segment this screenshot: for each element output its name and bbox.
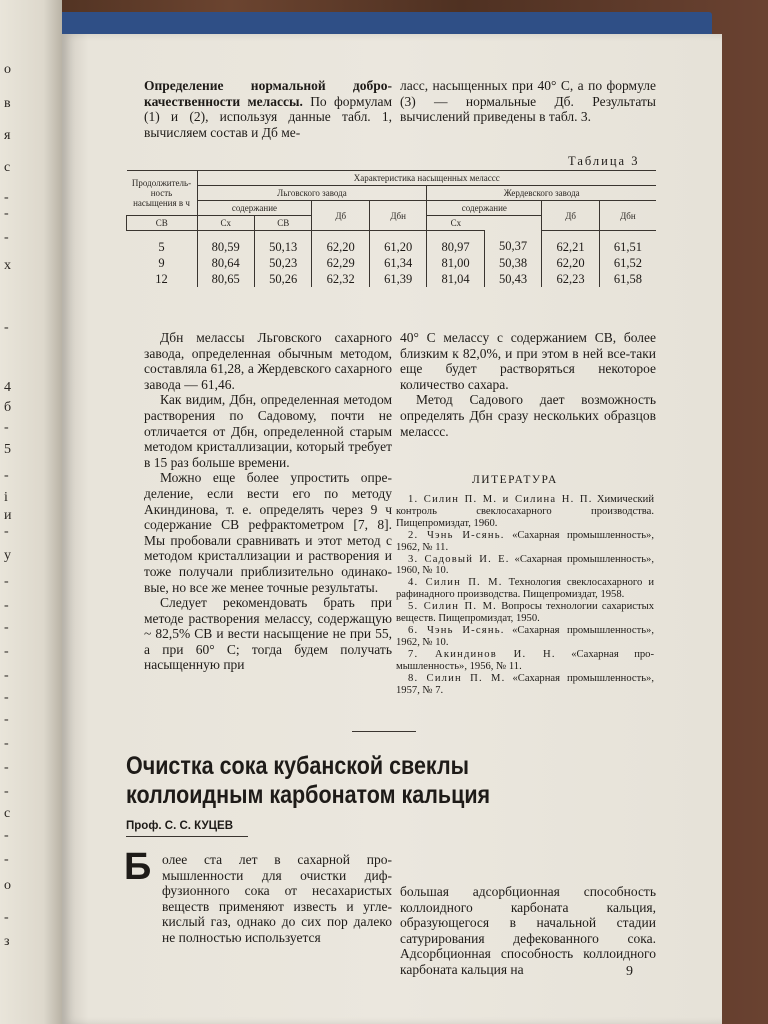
reference-source: «Сахарная промышленность», 1960, № 10. [396, 553, 654, 577]
table-row [127, 271, 657, 287]
table-row [127, 255, 657, 271]
article-title-line: коллоидным карбонатом кальция [126, 781, 491, 809]
column-header-characteristic: Характеристика насыщенных мелассс [197, 171, 656, 186]
table-cell: 50,26 [254, 271, 311, 287]
table-cell: 62,20 [312, 231, 369, 256]
paragraph: Как видим, Дбн, определенная методом растворения по Садовому, почти не отличается от Дбн, определенной старым методом кристаллизации, который требует в 15 раз больше времени. [144, 392, 392, 470]
reference-source: «Сахарная промышленность», 1957, № 7. [396, 672, 654, 696]
table-cell: 61,20 [369, 231, 426, 256]
left-page-fragment: - [4, 206, 9, 221]
reference-author: 4. Силин П. М. [408, 577, 503, 589]
reference-item [396, 554, 654, 578]
reference-source: Технология свеклосахарного и рафинадного производства. Пищепромиздат, 1958. [396, 577, 654, 601]
left-page-fragment: о [4, 878, 11, 893]
table-cell: 80,59 [197, 231, 254, 256]
table-cell: 61,51 [599, 231, 656, 256]
paragraph-text: По формулам (1) и (2), используя данные табл. 1, вычисляем состав и Дб ме- [144, 93, 392, 140]
left-page-fragment: - [4, 230, 9, 245]
reference-item [396, 577, 654, 601]
reference-author: 2. Чэнь И-сянь. [408, 529, 505, 541]
left-page-fragment: і [4, 490, 8, 505]
left-page-fragment: с [4, 806, 11, 821]
article-title-line: Очистка сока кубанской свеклы [126, 752, 469, 780]
column-header-zherdevka: Жердевского завода [427, 186, 656, 201]
article-title [126, 752, 608, 810]
table-cell: 80,64 [197, 255, 254, 271]
reference-list [396, 494, 654, 696]
column-header-sv: СВ [254, 216, 311, 231]
column-header-db: Дб [312, 201, 369, 231]
left-page-fragment: я [4, 128, 11, 143]
table-cell: 61,34 [369, 255, 426, 271]
author-underline [126, 836, 248, 837]
table-cell: 50,13 [254, 231, 311, 256]
left-page-fragment: - [4, 690, 9, 705]
paragraph: Дбн мелассы Льговского сахарного завода, определенная обычным методом, составляла 61,28, а Жердевского сахарного завода — 61,46. [144, 330, 392, 392]
table-cell: 50,43 [484, 271, 541, 287]
left-page-fragment: у [4, 548, 11, 563]
drop-cap: Б [124, 846, 152, 888]
reference-item [396, 494, 654, 530]
table-cell: 50,23 [254, 255, 311, 271]
upper-left-paragraph [144, 78, 392, 140]
reference-item [396, 625, 654, 649]
reference-author: 8. Силин П. М. [408, 672, 506, 684]
table-cell: 50,37 [484, 231, 541, 256]
table-cell: 61,58 [599, 271, 656, 287]
table-cell: 50,38 [484, 255, 541, 271]
right-page [62, 34, 722, 1024]
article-right-column [400, 884, 656, 978]
mid-left-column [144, 330, 392, 673]
table-cell: 61,52 [599, 255, 656, 271]
column-header-lgov: Льговского завода [197, 186, 427, 201]
left-page-fragment: - [4, 620, 9, 635]
reference-item [396, 649, 654, 673]
column-header-duration: Продолжительность насыщения в ч [127, 171, 198, 216]
left-page-fragment: в [4, 96, 11, 111]
table-cell: 80,97 [427, 231, 484, 256]
column-header-sh: Сх [197, 216, 254, 231]
column-header-sh: Сх [427, 216, 484, 231]
mid-right-column [400, 330, 656, 439]
paragraph: 40° С мелассу с содержанием СВ, более близким к 82,0%, и при этом в ней все-таки еще будет растворяться некоторое количество сахара. [400, 330, 656, 392]
left-page-fragment: - [4, 712, 9, 727]
column-header-dbn: Дбн [369, 201, 426, 231]
reference-source: Химический контроль свеклосахарного производства. Пищепромиздат, 1960. [396, 494, 655, 529]
paragraph: Метод Садового дает возможность определять Дбн сразу нескольких образцов мелассс. [400, 392, 656, 439]
left-page-fragment: - [4, 852, 9, 867]
table-cell: 62,21 [542, 231, 599, 256]
column-header-sv: СВ [127, 216, 198, 231]
reference-source: Вопросы технологии сахаристых веществ. Пищепромиздат, 1950. [396, 601, 655, 625]
left-page-fragment: - [4, 190, 9, 205]
table-row [127, 231, 657, 256]
article-paragraph: олее ста лет в сахарной промышленности для очистки диффузионного сока от несахаристых веществ применяют известь и углекислый газ, однако до сих пор далеко не полностью используется [162, 852, 392, 945]
table-cell: 62,32 [312, 271, 369, 287]
section-heading: Определение нормальной доброкачественности мелассы. [144, 78, 392, 109]
article-left-column [162, 852, 392, 946]
left-page-fragment: 5 [4, 442, 11, 457]
left-page-fragment: з [4, 934, 10, 949]
table-cell: 62,20 [542, 255, 599, 271]
left-page-fragment: б [4, 400, 12, 415]
article-paragraph: большая адсорбционная способность коллоидного карбоната кальция, образующегося в начальной стадии сатурирования дефекованного сока. Адсорбционная способность коллоидного карбоната кальция на [400, 884, 656, 977]
reference-source: «Сахарная промышленность», 1956, № 11. [396, 648, 654, 672]
left-page-fragment: - [4, 784, 9, 799]
left-page-fragment: - [4, 468, 9, 483]
table-cell: 5 [158, 239, 165, 254]
table-cell: 9 [158, 255, 165, 270]
table-caption: Таблица 3 [568, 154, 640, 168]
left-page-fragment: - [4, 668, 9, 683]
table-cell: 80,65 [197, 271, 254, 287]
reference-source: «Сахарная промышленность», 1962, № 11. [396, 529, 654, 553]
reference-source: «Сахарная промышленность», 1962, № 10. [396, 624, 654, 648]
reference-author: 6. Чэнь И-сянь. [408, 624, 505, 636]
column-header-db: Дб [542, 201, 599, 231]
left-page-fragment: - [4, 760, 9, 775]
left-page-fragment: и [4, 508, 12, 523]
left-page-fragment: - [4, 320, 9, 335]
paragraph: Можно еще более упростить определение, если вести его по методу Акиндинова, т. е. определять через 9 ч содержание СВ рефрактометром [7, 8]. Мы пробовали сравнивать и этот метод с методом кристаллизации и растворения и тоже получали приблизительно одинаковые, но все же менее точные результаты. [144, 470, 392, 595]
left-page-fragment: - [4, 736, 9, 751]
table-cell: 12 [155, 271, 168, 286]
section-divider [352, 731, 416, 732]
column-header-content: содержание [427, 201, 542, 216]
left-page-fragment: х [4, 258, 11, 273]
left-page-fragment: - [4, 598, 9, 613]
column-header-content: содержание [197, 201, 312, 216]
left-page-fragment: о [4, 62, 11, 77]
left-page-fragment: с [4, 160, 11, 175]
paragraph: Следует рекомендовать брать при методе растворения мелассу, содержащую ~ 82,5% СВ и вести насыщение не при 55, а при 60° С; тогда будем получать насыщенную при [144, 595, 392, 673]
table-cell: 62,23 [542, 271, 599, 287]
left-page-fragment: - [4, 574, 9, 589]
left-page-fragment: - [4, 910, 9, 925]
upper-right-paragraph: ласс, насыщенных при 40° С, а по формуле (3) — нормальные Дб. Результаты вычислений приведены в табл. 3. [400, 78, 656, 125]
reference-item [396, 601, 654, 625]
reference-author: 1. Силин П. М. и Силина Н. П. [408, 494, 593, 505]
upper-left-column [144, 78, 392, 140]
reference-author: 7. Акиндинов И. Н. [408, 648, 556, 660]
reference-item [396, 530, 654, 554]
left-page [0, 0, 62, 1024]
page-number: 9 [626, 964, 633, 979]
table-cell: 62,29 [312, 255, 369, 271]
article-author: Проф. С. С. КУЦЕВ [126, 820, 233, 832]
table-cell: 81,00 [427, 255, 484, 271]
table-cell: 81,04 [427, 271, 484, 287]
left-page-fragment: 4 [4, 380, 11, 395]
table-cell: 61,39 [369, 271, 426, 287]
reference-author: 5. Силин П. М. [408, 601, 498, 613]
reference-item [396, 673, 654, 697]
left-page-fragment: - [4, 644, 9, 659]
left-page-fragment: - [4, 828, 9, 843]
upper-right-column [400, 78, 656, 125]
reference-author: 3. Садовый И. Е. [408, 553, 510, 565]
left-page-fragment: - [4, 420, 9, 435]
literature-heading: ЛИТЕРАТУРА [472, 474, 558, 486]
left-page-fragment: - [4, 524, 9, 539]
column-header-dbn: Дбн [599, 201, 656, 231]
table-3 [126, 170, 656, 287]
